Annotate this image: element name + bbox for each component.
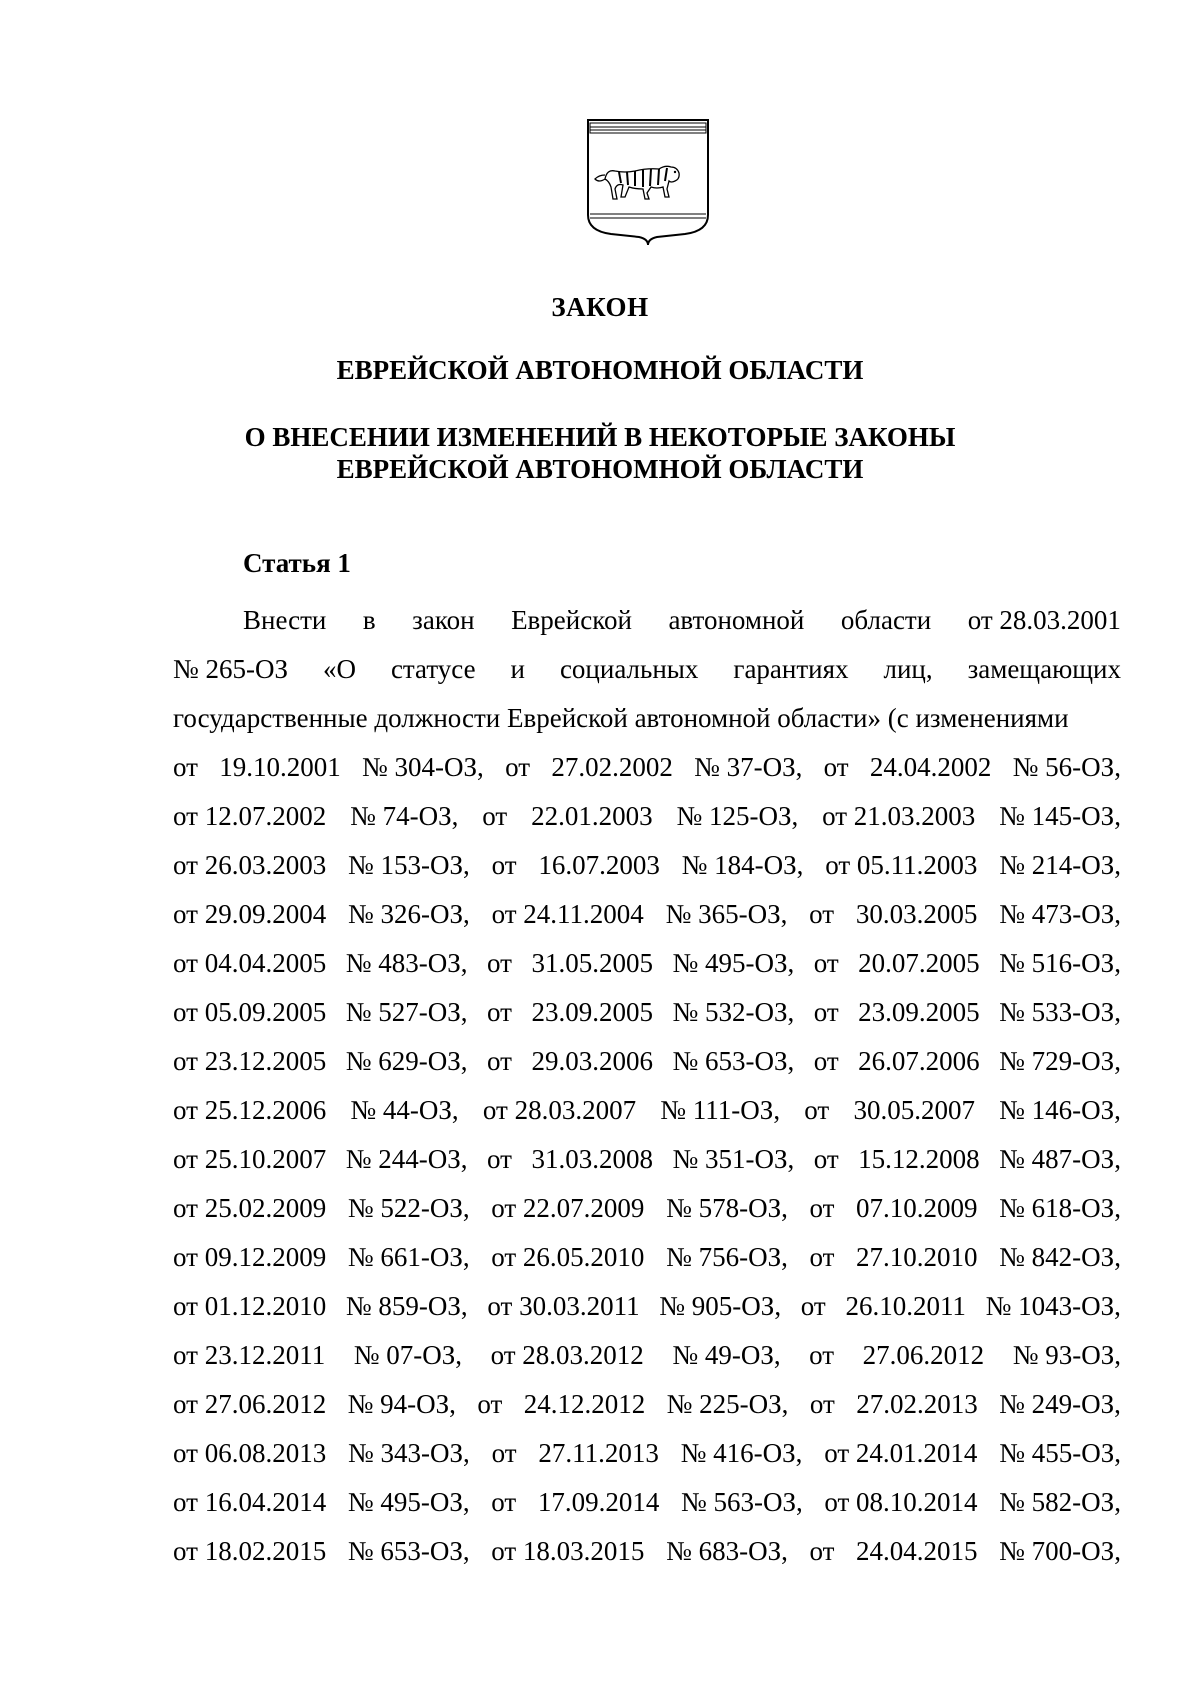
word: № 304-ОЗ, (362, 752, 484, 782)
word: № 859-ОЗ, (345, 1291, 468, 1321)
word: от 23.12.2011 (173, 1340, 326, 1370)
word: от 30.03.2011 (487, 1291, 640, 1321)
word: № 683-ОЗ, (666, 1536, 788, 1566)
word: № 125-ОЗ, (676, 801, 799, 831)
word: замещающих (967, 654, 1121, 684)
word: от 24.11.2004 (491, 899, 644, 929)
word: 23.09.2005 (858, 997, 980, 1027)
word: 27.10.2010 (856, 1242, 978, 1272)
word: от 18.02.2015 (173, 1536, 327, 1566)
word: от (809, 1242, 835, 1272)
word: № 365-ОЗ, (665, 899, 788, 929)
word: № 94-ОЗ, (347, 1389, 456, 1419)
word: Еврейской (511, 605, 632, 635)
word: № 527-ОЗ, (345, 997, 468, 1027)
word: 15.12.2008 (858, 1144, 980, 1174)
word: № 653-ОЗ, (672, 1046, 795, 1076)
word: от (486, 948, 512, 978)
word: № 343-ОЗ, (348, 1438, 470, 1468)
word: от (809, 1536, 835, 1566)
word: 24.04.2002 (869, 752, 992, 782)
word: от 26.05.2010 (491, 1242, 645, 1272)
word: № 56-ОЗ, (1012, 752, 1121, 782)
word: от (491, 1487, 517, 1517)
text-line (173, 1429, 1121, 1478)
word: от (809, 899, 835, 929)
word: № 265-ОЗ (173, 654, 289, 684)
word: от 22.07.2009 (491, 1193, 645, 1223)
word: от (813, 948, 839, 978)
word: № 578-ОЗ, (666, 1193, 788, 1223)
word: от (173, 752, 198, 782)
text-line (173, 988, 1121, 1037)
word: в (362, 605, 376, 635)
word: № 661-ОЗ, (347, 1242, 470, 1272)
text-line (173, 743, 1121, 792)
word: № 495-ОЗ, (672, 948, 795, 978)
word: № 653-ОЗ, (347, 1536, 470, 1566)
word: от (809, 1389, 835, 1419)
word: от (804, 1095, 830, 1125)
text-line (173, 694, 1121, 743)
word: от 24.01.2014 (824, 1438, 978, 1468)
text-line (173, 1478, 1121, 1527)
word: № 495-ОЗ, (347, 1487, 470, 1517)
word: № 532-ОЗ, (672, 997, 795, 1027)
word: № 905-ОЗ, (659, 1291, 782, 1321)
text-line (173, 1086, 1121, 1135)
text-line (173, 1331, 1121, 1380)
coat-of-arms-tiger-icon (585, 117, 711, 257)
word: от (813, 997, 839, 1027)
subject-line: ЕВРЕЙСКОЙ АВТОНОМНОЙ ОБЛАСТИ (336, 454, 864, 484)
word: 29.03.2006 (531, 1046, 653, 1076)
text-line (173, 1282, 1121, 1331)
word: № 244-ОЗ, (345, 1144, 468, 1174)
word: от (491, 1438, 517, 1468)
word: от (477, 1389, 503, 1419)
text-line (173, 1135, 1121, 1184)
word: № 618-ОЗ, (999, 1193, 1121, 1223)
word: 17.09.2014 (537, 1487, 660, 1517)
word: от 25.12.2006 (173, 1095, 327, 1125)
word: 23.09.2005 (531, 997, 653, 1027)
word: от (491, 850, 517, 880)
word: от 16.04.2014 (173, 1487, 327, 1517)
word: № 629-ОЗ, (345, 1046, 468, 1076)
subject-line: О ВНЕСЕНИИ ИЗМЕНЕНИЙ В НЕКОТОРЫЕ ЗАКОНЫ (244, 422, 956, 452)
word: от 08.10.2014 (824, 1487, 978, 1517)
word: от (813, 1144, 839, 1174)
word: 31.03.2008 (531, 1144, 653, 1174)
word: от (486, 1046, 512, 1076)
word: 27.02.2002 (551, 752, 673, 782)
word: № 249-ОЗ, (999, 1389, 1121, 1419)
word: от 18.03.2015 (491, 1536, 645, 1566)
word: от 06.08.2013 (173, 1438, 327, 1468)
word: Внести (243, 605, 327, 635)
word: от (813, 1046, 839, 1076)
word: № 516-ОЗ, (999, 948, 1121, 978)
word: от 25.10.2007 (173, 1144, 327, 1174)
word: от 05.09.2005 (173, 997, 327, 1027)
word: № 74-ОЗ, (350, 801, 459, 831)
word: статусе (390, 654, 476, 684)
document-title: ЗАКОН (551, 292, 649, 322)
word: от (809, 1193, 835, 1223)
word: № 563-ОЗ, (680, 1487, 803, 1517)
word: № 326-ОЗ, (348, 899, 470, 929)
text-line (173, 596, 1121, 645)
text-line (173, 890, 1121, 939)
text-line (173, 645, 1121, 694)
word: от 12.07.2002 (173, 801, 327, 831)
word: государственные должности Еврейской автономной области» (с изменениями (173, 703, 1069, 733)
word: 30.03.2005 (855, 899, 978, 929)
article-heading: Статья 1 (243, 548, 351, 578)
word: № 455-ОЗ, (999, 1438, 1121, 1468)
word: гарантиях (733, 654, 849, 684)
word: 26.07.2006 (858, 1046, 980, 1076)
word: от 25.02.2009 (173, 1193, 327, 1223)
word: 19.10.2001 (219, 752, 341, 782)
word: закон (412, 605, 475, 635)
word: от (505, 752, 531, 782)
word: № 582-ОЗ, (999, 1487, 1121, 1517)
word: области (840, 605, 932, 635)
text-line (173, 841, 1121, 890)
word: автономной (668, 605, 805, 635)
word: № 533-ОЗ, (999, 997, 1121, 1027)
word: № 07-ОЗ, (353, 1340, 463, 1370)
word: 20.07.2005 (858, 948, 980, 978)
word: № 146-ОЗ, (999, 1095, 1121, 1125)
word: от (823, 752, 849, 782)
word: № 522-ОЗ, (347, 1193, 470, 1223)
word: № 111-ОЗ, (660, 1095, 781, 1125)
word: 30.05.2007 (853, 1095, 975, 1125)
word: № 842-ОЗ, (999, 1242, 1121, 1272)
word: от 05.11.2003 (825, 850, 978, 880)
word: от 21.03.2003 (822, 801, 976, 831)
word: от 29.09.2004 (173, 899, 327, 929)
word: лиц, (883, 654, 933, 684)
word: № 44-ОЗ, (350, 1095, 459, 1125)
word: от (486, 1144, 512, 1174)
word: № 184-ОЗ, (681, 850, 804, 880)
word: № 756-ОЗ, (666, 1242, 788, 1272)
word: «О (322, 654, 356, 684)
word: и (510, 654, 525, 684)
word: № 93-ОЗ, (1012, 1340, 1121, 1370)
word: от 28.03.2007 (482, 1095, 637, 1125)
word: 27.02.2013 (856, 1389, 978, 1419)
word: от 04.04.2005 (173, 948, 327, 978)
document-region: ЕВРЕЙСКОЙ АВТОНОМНОЙ ОБЛАСТИ (336, 355, 864, 385)
word: 24.04.2015 (856, 1536, 978, 1566)
word: 24.12.2012 (523, 1389, 646, 1419)
word: от (800, 1291, 826, 1321)
word: 16.07.2003 (538, 850, 660, 880)
word: № 225-ОЗ, (666, 1389, 789, 1419)
text-line (173, 939, 1121, 988)
word: от 09.12.2009 (173, 1242, 327, 1272)
word: № 473-ОЗ, (999, 899, 1121, 929)
word: социальных (559, 654, 699, 684)
text-line (173, 1233, 1121, 1282)
article-body (173, 596, 1121, 1576)
text-line (173, 792, 1121, 841)
word: от 28.03.2012 (490, 1340, 644, 1370)
text-line (173, 1527, 1121, 1576)
word: 27.11.2013 (538, 1438, 659, 1468)
word: от (482, 801, 508, 831)
word: от (809, 1340, 835, 1370)
word: от 27.06.2012 (173, 1389, 327, 1419)
word: № 1043-ОЗ, (985, 1291, 1121, 1321)
word: № 351-ОЗ, (672, 1144, 795, 1174)
word: 07.10.2009 (856, 1193, 978, 1223)
word: № 145-ОЗ, (999, 801, 1121, 831)
word: от 26.03.2003 (173, 850, 327, 880)
word: от 28.03.2001 (967, 605, 1121, 635)
word: от (486, 997, 512, 1027)
word: 27.06.2012 (862, 1340, 985, 1370)
word: от 01.12.2010 (173, 1291, 327, 1321)
word: № 416-ОЗ, (680, 1438, 803, 1468)
word: 31.05.2005 (531, 948, 653, 978)
word: № 729-ОЗ, (999, 1046, 1121, 1076)
word: 26.10.2011 (845, 1291, 966, 1321)
word: 22.01.2003 (531, 801, 653, 831)
text-line (173, 1380, 1121, 1429)
word: № 483-ОЗ, (345, 948, 468, 978)
word: от 23.12.2005 (173, 1046, 327, 1076)
word: № 153-ОЗ, (348, 850, 470, 880)
document-subject (0, 421, 1200, 485)
word: № 37-ОЗ, (694, 752, 803, 782)
text-line (173, 1037, 1121, 1086)
text-line (173, 1184, 1121, 1233)
word: № 49-ОЗ, (672, 1340, 781, 1370)
word: № 700-ОЗ, (999, 1536, 1121, 1566)
word: № 487-ОЗ, (999, 1144, 1121, 1174)
word: № 214-ОЗ, (999, 850, 1121, 880)
